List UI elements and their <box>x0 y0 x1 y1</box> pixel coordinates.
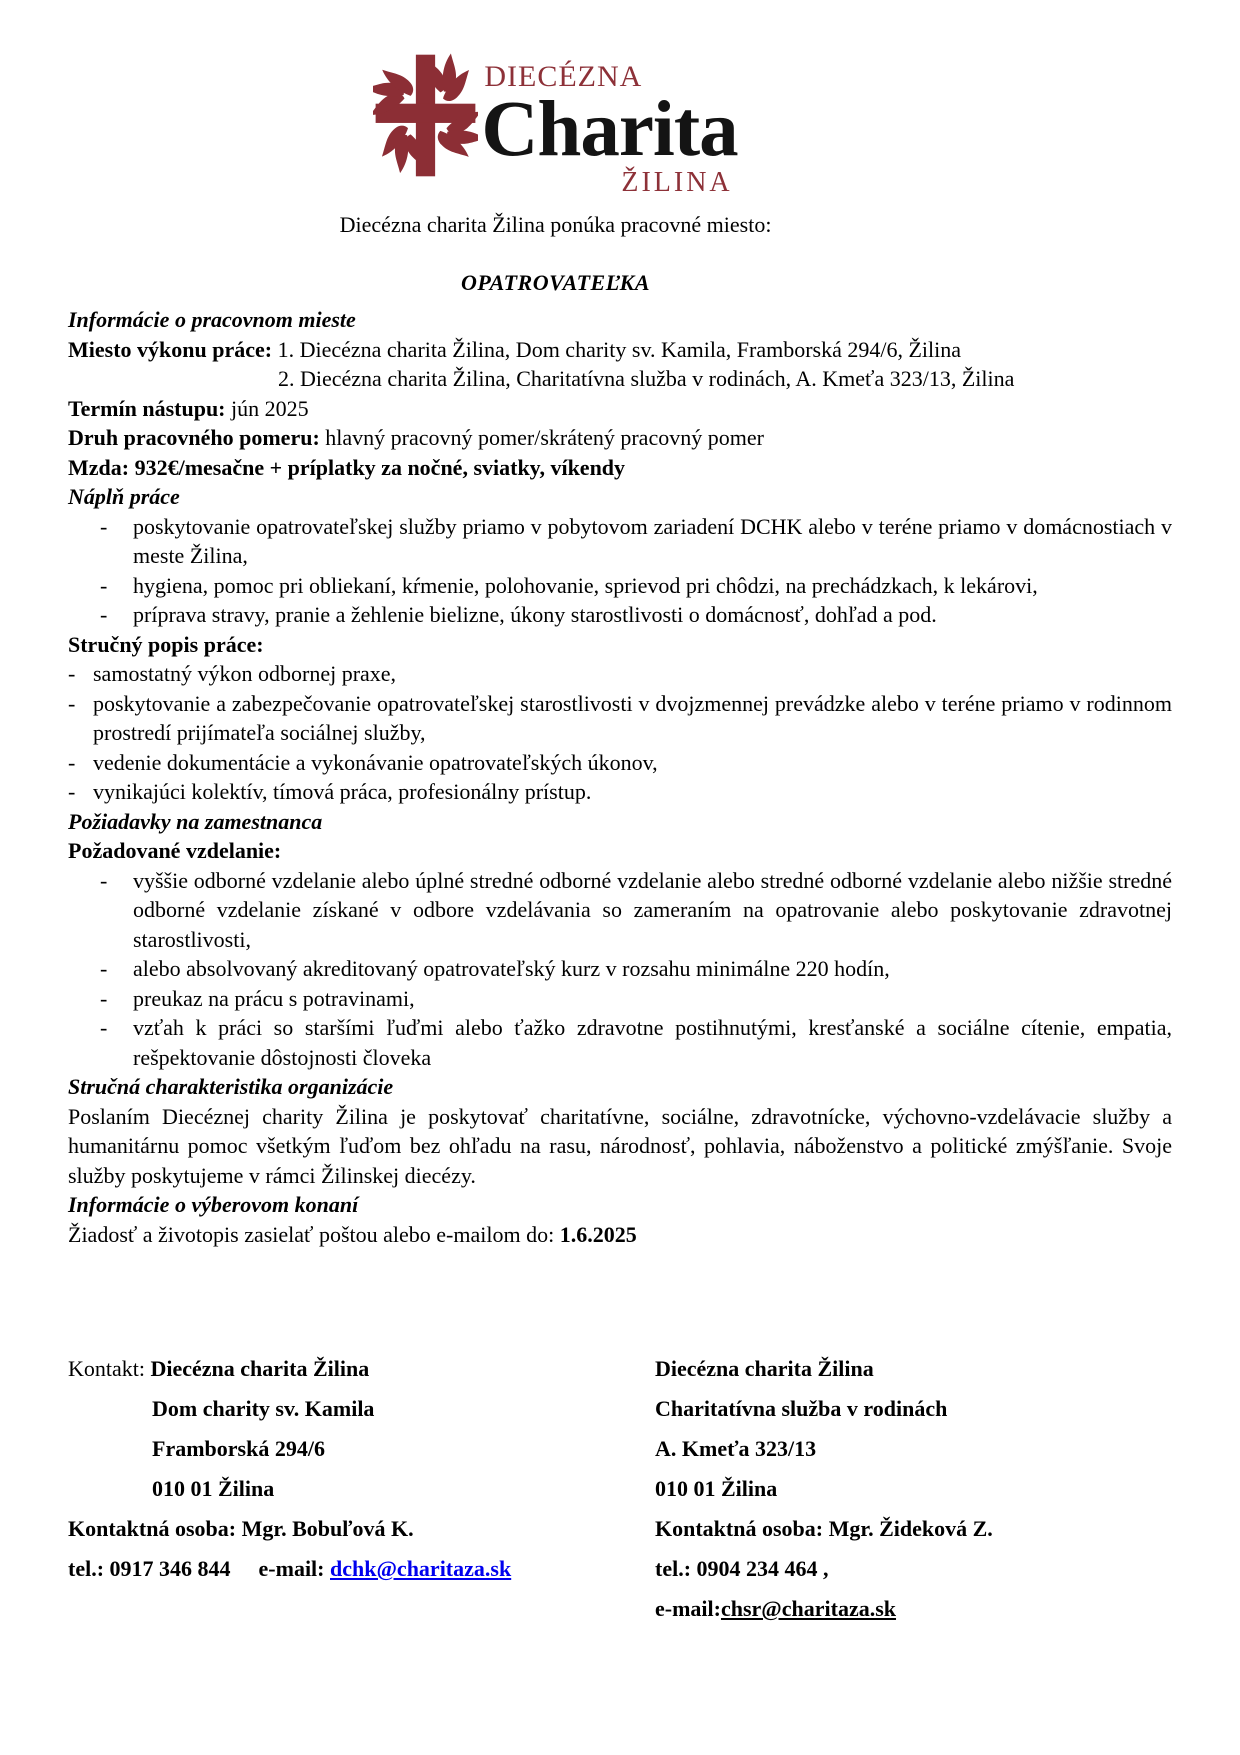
bullet-dash: - <box>68 661 76 686</box>
email-link-chsr[interactable]: chsr@charitaza.sk <box>720 1596 897 1621</box>
list-item <box>68 571 1172 601</box>
bullet-dash: - <box>100 602 108 627</box>
list-item <box>68 600 1172 630</box>
email-label: e-mail: <box>258 1556 330 1581</box>
description-list <box>68 659 1172 807</box>
list-item-text: poskytovanie opatrovateľskej služby priamo v pobytovom zariadení DCHK alebo v teréne priamo v domácnostiach v meste Žilina, <box>133 513 1172 568</box>
job-title: OPATROVATEĽKA <box>460 269 651 295</box>
list-item-text: poskytovanie a zabezpečovanie opatrovateľskej starostlivosti v dvojzmennej prevádzke alebo v teréne priamo v rodinnom prostredí prijímateľa sociálnej služby, <box>93 690 1172 745</box>
start-value: jún 2025 <box>231 395 309 421</box>
application-line <box>68 1220 1172 1250</box>
start-line <box>68 394 1172 424</box>
employment-type-value: hlavný pracovný pomer/skrátený pracovný pomer <box>325 425 764 450</box>
salary-line: Mzda: 932€/mesačne + príplatky za nočné, sviatky, víkendy <box>68 454 626 480</box>
logo-charita-text: Charita <box>481 86 738 173</box>
email-label: e-mail: <box>655 1596 721 1621</box>
list-item-text: vzťah k práci so staršími ľuďmi alebo ťažko zdravotne postihnutými, kresťanské a sociálne cítenie, empatia, rešpektovanie dôstojnosti človeka <box>133 1015 1172 1070</box>
list-item-text: hygiena, pomoc pri obliekaní, kŕmenie, polohovanie, sprievod pri chôdzi, na prechádzkach, k lekárovi, <box>133 572 1038 598</box>
list-item-text: vedenie dokumentácie a vykonávanie opatrovateľských úkonov, <box>93 749 658 775</box>
section-heading-selection: Informácie o výberovom konaní <box>68 1192 359 1217</box>
contact-tel-email-line <box>68 1549 655 1589</box>
contact-left-column <box>68 1349 655 1629</box>
section-heading-education: Požadované vzdelanie: <box>68 838 282 863</box>
list-item <box>68 866 1172 955</box>
organisation-text: Poslaním Diecéznej charity Žilina je poskytovať charitatívne, sociálne, zdravotnícke, výchovno-vzdelávacie služby a humanitárnu pomoc všetkým ľuďom bez ohľadu na rasu, národnosť, pohlavia, náboženstvo a politické zmýšľanie. Svoje služby poskytujeme v rámci Žilinskej diecézy. <box>68 1103 1172 1188</box>
application-text: Žiadosť a životopis zasielať poštou alebo e-mailom do: <box>68 1221 560 1247</box>
list-item <box>68 659 1172 689</box>
section-heading-duties: Náplň práce <box>68 484 180 509</box>
email-link-dchk[interactable]: dchk@charitaza.sk <box>330 1556 512 1581</box>
list-item-text: alebo absolvovaný akreditovaný opatrovateľský kurz v rozsahu minimálne 220 hodín, <box>133 956 890 981</box>
bullet-dash: - <box>100 867 108 893</box>
contact-org-line <box>68 1349 655 1389</box>
list-item <box>68 777 1172 807</box>
list-item <box>68 984 1172 1014</box>
logo-diecezna-text: DIECÉZNA <box>484 60 643 93</box>
start-label: Termín nástupu: <box>68 395 226 421</box>
contact-right-column <box>655 1349 1172 1629</box>
contact-dept: Dom charity sv. Kamila <box>152 1396 375 1421</box>
caritas-cross-icon <box>373 52 478 179</box>
employment-type-label: Druh pracovného pomeru: <box>68 425 320 450</box>
contact-email-line <box>655 1589 1172 1629</box>
contact-tel: tel.: 0904 234 464 , <box>655 1556 829 1581</box>
place-label: Miesto výkonu práce: <box>68 336 273 362</box>
contact-person: Kontaktná osoba: Mgr. Bobuľová K. <box>68 1516 414 1541</box>
logo-section <box>68 52 1043 198</box>
place-line-2: 2. Diecézna charita Žilina, Charitatívna služba v rodinách, A. Kmeťa 323/13, Žilina <box>278 366 1015 391</box>
bullet-dash: - <box>100 985 108 1011</box>
bullet-dash: - <box>68 779 76 804</box>
list-item <box>68 748 1172 778</box>
contact-street: Framborská 294/6 <box>152 1436 325 1461</box>
bullet-dash: - <box>68 690 76 716</box>
bullet-dash: - <box>100 1015 108 1040</box>
bullet-dash: - <box>68 749 76 775</box>
section-heading-organisation: Stručná charakteristika organizácie <box>68 1074 394 1099</box>
contact-block <box>68 1349 1172 1629</box>
bullet-dash: - <box>100 956 108 981</box>
list-item <box>68 1013 1172 1072</box>
list-item-text: samostatný výkon odbornej praxe, <box>93 661 397 686</box>
place-value-1: 1. Diecézna charita Žilina, Dom charity sv. Kamila, Framborská 294/6, Žilina <box>277 336 962 362</box>
duties-list <box>68 512 1172 630</box>
place-line-1 <box>68 335 1172 365</box>
contact-label: Kontakt: <box>68 1356 151 1381</box>
charita-logo <box>373 52 737 198</box>
contact-tel: tel.: 0917 346 844 <box>68 1556 231 1581</box>
section-heading-description: Stručný popis práce: <box>68 631 264 657</box>
list-item <box>68 512 1172 571</box>
list-item-text: vynikajúci kolektív, tímová práca, profesionálny prístup. <box>93 779 592 804</box>
bullet-dash: - <box>100 572 108 598</box>
intro-line: Diecézna charita Žilina ponúka pracovné miesto: <box>339 212 772 237</box>
list-item <box>68 689 1172 748</box>
education-list <box>68 866 1172 1073</box>
bullet-dash: - <box>100 513 108 539</box>
contact-street: A. Kmeťa 323/13 <box>655 1436 817 1461</box>
list-item <box>68 954 1172 984</box>
contact-dept: Charitatívna služba v rodinách <box>655 1396 948 1421</box>
list-item-text: preukaz na prácu s potravinami, <box>133 985 415 1011</box>
contact-person: Kontaktná osoba: Mgr. Žideková Z. <box>655 1516 993 1541</box>
employment-type-line <box>68 423 1172 453</box>
logo-text <box>481 52 737 198</box>
contact-city: 010 01 Žilina <box>152 1476 275 1501</box>
contact-city: 010 01 Žilina <box>655 1476 778 1501</box>
section-heading-requirements: Požiadavky na zamestnanca <box>68 808 323 834</box>
list-item-text: príprava stravy, pranie a žehlenie bielizne, úkony starostlivosti o domácnosť, dohľad a pod. <box>133 602 937 627</box>
application-deadline: 1.6.2025 <box>559 1221 637 1247</box>
contact-org-name: Diecézna charita Žilina <box>655 1356 874 1381</box>
section-heading-info: Informácie o pracovnom mieste <box>68 307 356 332</box>
logo-zilina-text: ŽILINA <box>621 167 733 198</box>
contact-org-name: Diecézna charita Žilina <box>150 1356 370 1381</box>
list-item-text: vyššie odborné vzdelanie alebo úplné stredné odborné vzdelanie alebo stredné odborné vzdelanie alebo nižšie stredné odborné vzdelanie získané v odbore vzdelávania so zameraním na opatrovanie alebo poskytovanie zdravotnej starostlivosti, <box>133 867 1172 952</box>
